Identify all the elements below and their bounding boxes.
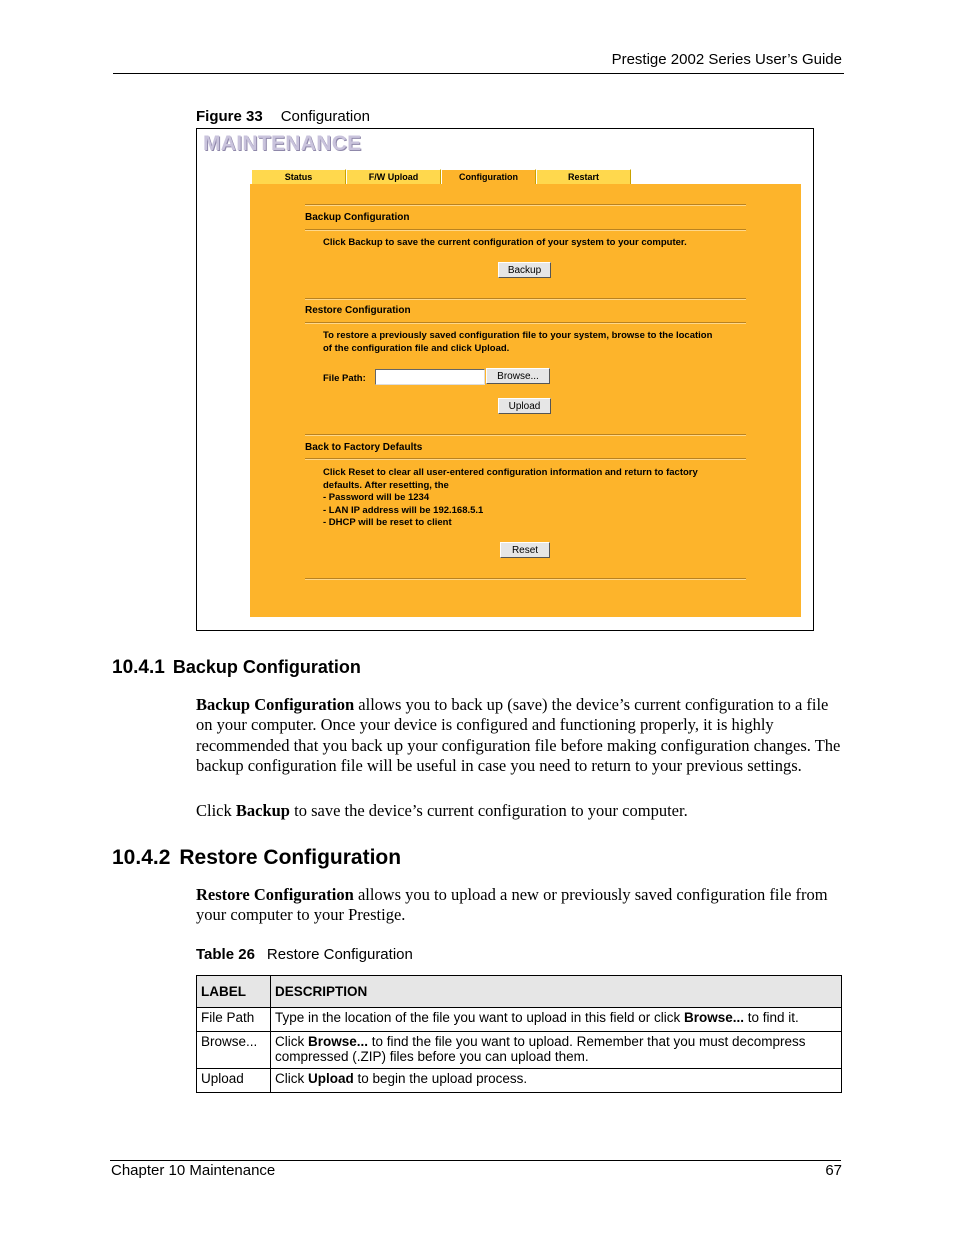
table-label: Table 26	[196, 946, 255, 963]
divider	[305, 322, 746, 324]
bold-term: Backup	[235, 801, 290, 820]
file-path-label: File Path:	[323, 373, 366, 384]
description-bold: Upload	[308, 1071, 354, 1086]
paragraph-text: to save the device’s current configuration to your computer.	[289, 801, 688, 820]
description-text: to find it.	[744, 1010, 799, 1025]
footer-page-number: 67	[825, 1162, 842, 1179]
paragraph-text: allows you to back up (save) the device’s current configuration to a file on your computer. Once your device is configured and functioning properly, it is highly recommended that you back up your configuration file before making configuration changes. The backup configuration file will be useful in case you need to return to your previous settings.	[196, 695, 841, 776]
section-title: Restore Configuration	[179, 846, 402, 869]
description-bold: Browse...	[308, 1034, 369, 1049]
divider	[305, 229, 746, 231]
description-text: to begin the upload process.	[353, 1071, 528, 1086]
table-row	[197, 1008, 842, 1032]
footer-rule	[110, 1160, 841, 1161]
backup-instruction	[196, 801, 846, 821]
backup-heading: Backup Configuration	[305, 212, 410, 223]
row-description	[271, 1069, 842, 1093]
column-header-label: LABEL	[197, 976, 271, 1008]
description-text: to find the file you want to upload. Remember that you must decompress compressed (.ZIP) files before you can upload them.	[275, 1034, 806, 1064]
divider	[305, 298, 746, 300]
restore-text	[323, 330, 763, 355]
table-title: Restore Configuration	[266, 946, 413, 963]
section-title: Backup Configuration	[172, 657, 361, 677]
section-heading-10-4-1	[112, 657, 361, 679]
paragraph-text: allows you to upload a new or previously saved configuration file from your computer to your Prestige.	[196, 885, 828, 925]
maintenance-title: MAINTENANCE	[203, 132, 362, 155]
section-number: 10.4.2	[112, 846, 171, 869]
figure-caption	[196, 108, 370, 125]
header-rule	[113, 73, 844, 74]
footer-chapter: Chapter 10 Maintenance	[111, 1162, 276, 1179]
browse-button[interactable]: Browse...	[486, 368, 550, 384]
restore-text-line: of the configuration file and click Upload.	[323, 342, 510, 354]
reset-button[interactable]: Reset	[500, 542, 550, 558]
description-text: Type in the location of the file you want to upload in this field or click	[275, 1010, 684, 1025]
backup-button[interactable]: Backup	[498, 262, 551, 278]
file-path-input[interactable]	[375, 369, 485, 385]
restore-configuration-table	[196, 975, 842, 1093]
section-number: 10.4.1	[112, 657, 165, 678]
tab-status[interactable]: Status	[251, 169, 346, 184]
table-header-row	[197, 976, 842, 1008]
description-text: Click	[275, 1034, 308, 1049]
factory-defaults-heading: Back to Factory Defaults	[305, 442, 423, 453]
divider	[305, 578, 746, 580]
figure-label: Figure 33	[196, 108, 263, 125]
table-row	[197, 1032, 842, 1069]
table-caption	[196, 946, 413, 963]
configuration-screenshot	[196, 128, 814, 631]
bold-term: Restore Configuration	[196, 885, 354, 904]
divider	[305, 434, 746, 436]
running-header: Prestige 2002 Series User’s Guide	[611, 51, 842, 68]
restore-paragraph	[196, 885, 846, 926]
column-header-description: DESCRIPTION	[271, 976, 842, 1008]
bold-term: Backup Configuration	[196, 695, 355, 714]
restore-text-line: To restore a previously saved configuration file to your system, browse to the location	[323, 330, 713, 341]
restore-heading: Restore Configuration	[305, 305, 411, 316]
backup-text: Click Backup to save the current configuration of your system to your computer.	[323, 237, 687, 248]
row-label: File Path	[197, 1008, 271, 1032]
figure-title: Configuration	[280, 108, 370, 125]
factory-text-line: - Password will be 1234	[323, 492, 430, 503]
description-text: Click	[275, 1071, 308, 1086]
factory-text-line: - LAN IP address will be 192.168.5.1	[323, 504, 484, 516]
tab-restart[interactable]: Restart	[536, 169, 631, 184]
factory-defaults-text	[323, 467, 763, 530]
tab-configuration[interactable]: Configuration	[441, 169, 536, 184]
configuration-panel	[250, 184, 801, 617]
factory-text-line: Click Reset to clear all user-entered configuration information and return to factory	[323, 467, 698, 478]
divider	[305, 204, 746, 206]
upload-button[interactable]: Upload	[498, 398, 551, 414]
section-heading-10-4-2	[112, 846, 401, 870]
paragraph-text: Click	[196, 801, 236, 820]
row-label: Browse...	[197, 1032, 271, 1069]
row-label: Upload	[197, 1069, 271, 1093]
factory-text-line: defaults. After resetting, the	[323, 479, 449, 491]
backup-paragraph	[196, 695, 846, 777]
description-bold: Browse...	[683, 1010, 745, 1025]
tab-fw-upload[interactable]: F/W Upload	[346, 169, 441, 184]
row-description	[271, 1032, 842, 1069]
row-description	[271, 1008, 842, 1032]
table-row	[197, 1069, 842, 1093]
factory-text-line: - DHCP will be reset to client	[323, 517, 452, 528]
divider	[305, 458, 746, 460]
